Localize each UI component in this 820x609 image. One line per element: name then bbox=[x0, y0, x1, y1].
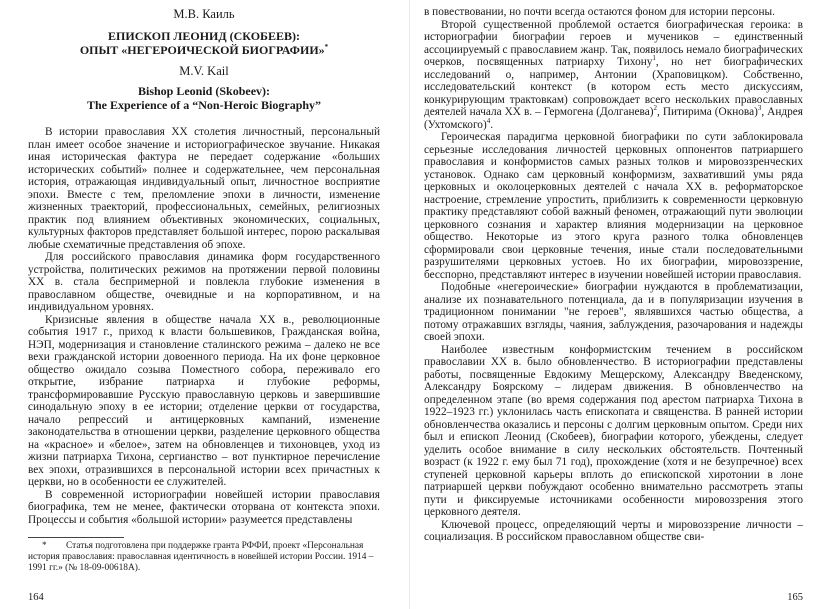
title-ru-line-2 bbox=[28, 44, 380, 58]
paragraph: В современной историографии новейшей истории православия биографика, тем не менее, фактически оторвана от контекста эпохи. Процессы и события «большой истории» разумеется представлены bbox=[28, 488, 380, 526]
paragraph: Ключевой процесс, определяющий черты и мировоззрение личности – социализация. В российском православном обществе сви- bbox=[424, 518, 803, 543]
right-page bbox=[410, 0, 820, 609]
paragraph-with-notes bbox=[424, 19, 803, 132]
title-ru-line-1: ЕПИСКОП ЛЕОНИД (СКОБЕЕВ): bbox=[108, 29, 300, 43]
title-en-line-2: The Experience of a “Non-Heroic Biography” bbox=[86, 97, 322, 112]
page-number-left: 164 bbox=[28, 592, 44, 603]
note-ref-4: 4 bbox=[486, 116, 491, 125]
title-footnote-mark: * bbox=[324, 42, 329, 51]
footnote-text: Статья подготовлена при поддержке гранта РФФИ, проект «Персональная история православия: православная идентичность в новейшей истории России. 1914 – 1991 гг.» (№ 18-09-00618А). bbox=[28, 541, 374, 573]
text-segment: , Андрея (Ухтомского) bbox=[424, 106, 803, 131]
paragraph: Кризисные явления в обществе начала XX в., революционные события 1917 г., приход к власти большевиков, Гражданская война, НЭП, модернизация и становление сталинского режима – далеко не все вехи гражданской истории довоенного периода. На их фоне церковное общество ожидало созыва Поместного собора, переживало его открытие, избрание патриарха и глубокие реформы, трансформировавшие Русскую православную церковь и завершившие синодальную эпоху в ее истории; отделение церкви от государства, начало репрессий и антицерковных кампаний, изменение законодательства в отношении церкви, разделение церковного общества на «красное» и «белое», затем на обновленцев и тихоновцев, уход из жизни патриарха Тихона, сергианство – вот пунктирное перечисление вех эпохи, отразившихся в персональной истории всех причастных к церкви, но в особенности ее служителей. bbox=[28, 313, 380, 488]
footnote-mark: * bbox=[42, 541, 47, 551]
footnote-divider bbox=[28, 537, 124, 538]
paragraph: Подобные «негероические» биографии нуждаются в проблематизации, анализе их познавательного потенциала, да и в популяризации изучения в традиционном понимании "не героев", являвшихся частью общества, а потому отражавших взгляды, чаяния, заблуждения, разочарования и надежды своей эпохи. bbox=[424, 281, 803, 343]
note-ref-3: 3 bbox=[757, 104, 762, 113]
paragraph: Наиболее известным конформистским течением в российском православии XX в. было обновленчество. В историографии представлены работы, посвященные Евдокиму Мещерскому, Александру Введенскому, Александру Боярскому – лидерам движения. В обновленчество на определенном этапе (во время содержания под арестом патриарха Тихона в 1922–1923 гг.) уклонилась часть епископата и священства. В ранней истории обновленчества оказались и персоны с долгим церковным опытом. Среди них был и епископ Леонид (Скобеев), биографии которого, убеждены, следует уделить особое внимание в силу нескольких обстоятельств. Почтенный возраст (к 1922 г. ему был 71 год), прохождение (хотя и не безупречное) всех ступеней церковной карьеры вплоть до епископской хиротонии в лоне патриаршей церкви побуждают особенно внимательно рассмотреть этапы пути и фиксируемые источниками особенности мировоззрения этого церковного деятеля. bbox=[424, 343, 803, 518]
footnote bbox=[28, 541, 380, 574]
author-name-ru: М.В. Каиль bbox=[173, 7, 235, 21]
title-ru-line-2-text: ОПЫТ «НЕГЕРОИЧЕСКОЙ БИОГРАФИИ» bbox=[79, 42, 325, 57]
note-ref-1: 1 bbox=[652, 54, 656, 63]
continued-paragraph: в повествовании, но почти всегда остаются фоном для истории персоны. bbox=[424, 6, 775, 18]
author-name-en: M.V. Kail bbox=[179, 64, 229, 78]
text-segment: , Питирима (Окнова) bbox=[657, 106, 758, 118]
article-title-ru bbox=[28, 30, 380, 57]
right-column bbox=[424, 6, 803, 544]
paragraph: В истории православия XX столетия личностный, персональный план имеет особое значение и историографическое звучание. Никакая иная историческая фактура не передает содержание «больших исторических событий» полнее и содержательнее, чем персональная история, отражающая индивидуальный опыт, личностное восприятие эпохи. Вместе с тем, преломление эпохи в личности, изменение жизненных траекторий, профессиональных, семейных, религиозных практик под влиянием объективных экономических, социальных, культурных факторов представляет большой интерес, порою раскалывая любые схематичные представления об эпохе. bbox=[28, 126, 380, 251]
left-column bbox=[28, 6, 380, 526]
paragraph: Для российского православия динамика форм государственного устройства, политических режимов на протяжении первой половины XX в. стала беспримерной и повлекла глубокие изменения в православном обществе, очевидные и на корпоративном, и на индивидуальном уровнях. bbox=[28, 251, 380, 313]
text-segment: , но нет биографических исследований о, например, Антонии (Храповицком). Собственно, исследовательский контекст (в котором есть место дискуссиям, конкурирующим трактовкам) сопровождает всего нескольких православных деятелей начала XX в. – Гермогена (Долганева) bbox=[424, 56, 803, 118]
page-number-right: 165 bbox=[787, 592, 803, 603]
text-segment: Второй существенной проблемой остается биографическая героика: в историографии биографии героев и мучеников – единственный ассоциируемый с православием жанр. Так, появилось немало биографических очерков, посвященных патриарху Тихону bbox=[424, 18, 803, 68]
text-segment: . bbox=[490, 118, 494, 131]
paragraph: Героическая парадигма церковной биографики по сути заблокировала серьезные исследования личностей церковных оппонентов патриаршего православия и конформистов самых разных толков и мировоззренческих установок. Однако сам церковный конформизм, захвативший умы ряда церковных и околоцерковных деятелей с начала XX в. реформаторское настроение, стремление упростить, приблизить к современности церковную практику представляют собой важный феномен, отражающий пути эволюции церковного сознания и характер влияния модернизации на церковное общество. Некоторые из этого круга разного толка обновленцев сформировали свои церковные течения, иные стали последовательными разрушителями церковных устоев. Но их биографии, мировоззрение, бесспорно, представляют интерес в изучении новейшей истории православия. bbox=[424, 131, 803, 281]
note-ref-2: 2 bbox=[653, 104, 658, 113]
article-title-en bbox=[28, 85, 380, 112]
title-en-line-1: Bishop Leonid (Skobeev): bbox=[137, 84, 271, 98]
